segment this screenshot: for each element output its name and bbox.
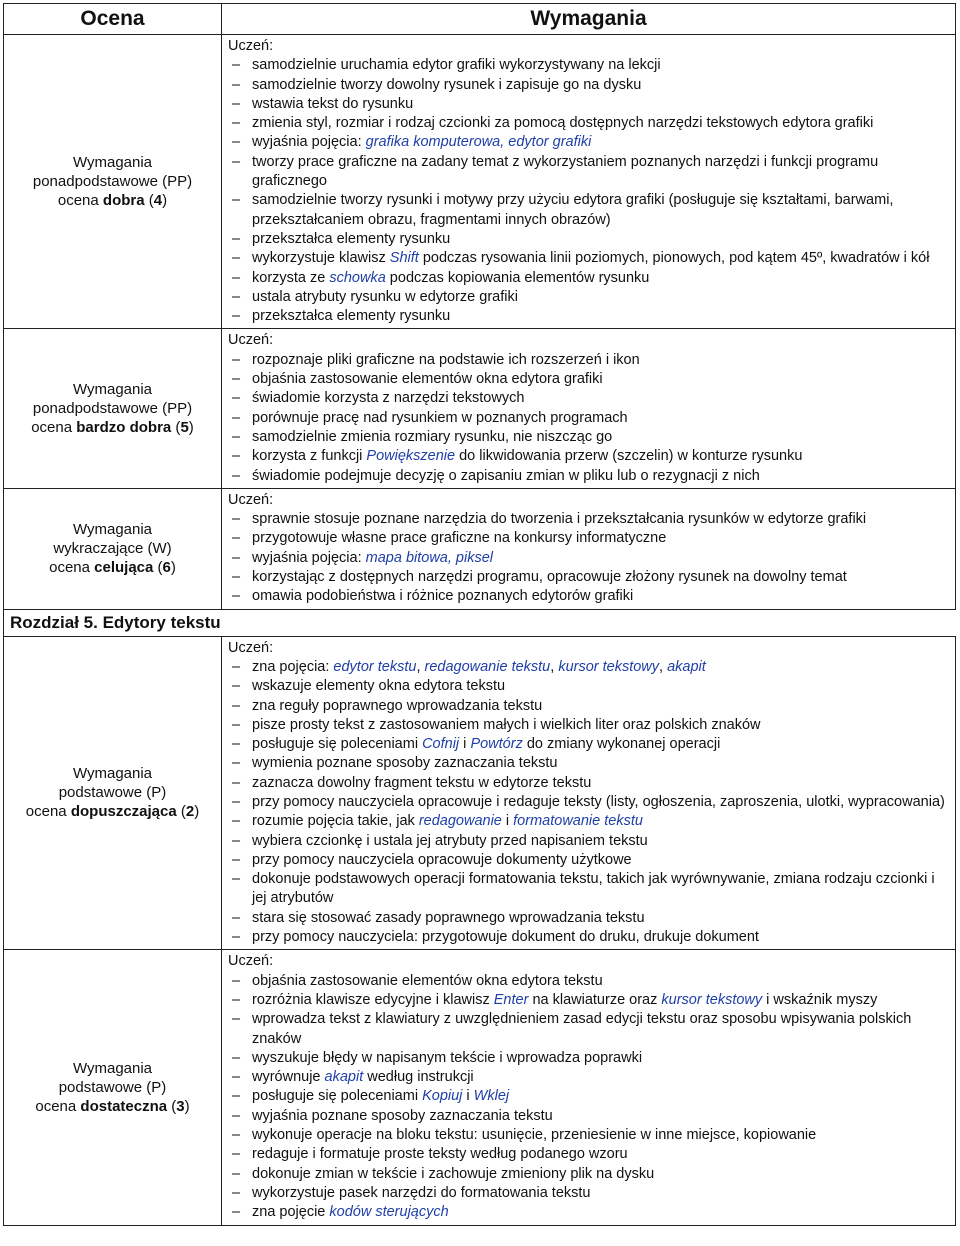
highlighted-term: Enter — [493, 991, 529, 1008]
requirements-cell — [222, 636, 956, 950]
list-item: – samodzielnie tworzy dowolny rysunek i zapisuje go na dysku — [228, 76, 951, 95]
grade-line: ocena dobra (4) — [57, 192, 168, 210]
highlighted-term: Shift — [389, 250, 419, 267]
requirements-list — [228, 510, 951, 606]
highlighted-term: formatowanie tekstu — [513, 813, 643, 830]
highlighted-term: redagowanie — [418, 813, 502, 830]
list-item: – tworzy prace graficzne na zadany temat z wykorzystaniem poznanych narzędzi i funkcji programu graficznego — [228, 153, 951, 192]
uczen-label: Uczeń: — [228, 38, 274, 54]
grade-cell — [4, 488, 222, 609]
highlighted-term: grafika komputerowa, edytor grafiki — [365, 134, 592, 151]
list-item: – zaznacza dowolny fragment tekstu w edytorze tekstu — [228, 774, 951, 793]
list-item: – stara się stosować zasady poprawnego wprowadzania tekstu — [228, 909, 951, 928]
header-grade: Ocena — [4, 4, 222, 35]
grade-cell — [4, 950, 222, 1225]
list-item: – wyjaśnia poznane sposoby zaznaczania tekstu — [228, 1107, 951, 1126]
section-title: Rozdział 5. Edytory tekstu — [4, 609, 956, 636]
list-item: – przy pomocy nauczyciela: przygotowuje dokument do druku, drukuje dokument — [228, 928, 951, 947]
highlighted-term: kursor tekstowy — [661, 991, 763, 1008]
grade-line: podstawowe (P) — [58, 784, 167, 802]
list-item: – zna pojęcia: edytor tekstu, redagowanie tekstu, kursor tekstowy, akapit — [228, 658, 951, 677]
header-requirements: Wymagania — [222, 4, 956, 35]
list-item: – zna reguły poprawnego wprowadzania tekstu — [228, 697, 951, 716]
list-item: – przekształca elementy rysunku — [228, 307, 951, 326]
list-item: – objaśnia zastosowanie elementów okna edytora tekstu — [228, 972, 951, 991]
requirements-cell — [222, 950, 956, 1225]
requirements-table — [3, 3, 956, 1226]
grade-line: ocena celująca (6) — [49, 559, 176, 577]
list-item: – samodzielnie uruchamia edytor grafiki wykorzystywany na lekcji — [228, 56, 951, 75]
list-item: – korzysta z funkcji Powiększenie do likwidowania przerw (szczelin) w konturze rysunku — [228, 447, 951, 466]
grade-cell — [4, 35, 222, 329]
list-item: – korzystając z dostępnych narzędzi programu, opracowuje złożony rysunek na dowolny temat — [228, 568, 951, 587]
list-item: – zmienia styl, rozmiar i rodzaj czcionki za pomocą dostępnych narzędzi tekstowych edytora grafiki — [228, 114, 951, 133]
row-grade-5 — [4, 329, 956, 488]
requirements-list — [228, 972, 951, 1223]
list-item: – zna pojęcie kodów sterujących — [228, 1203, 951, 1222]
uczen-label: Uczeń: — [228, 953, 274, 970]
section-row — [4, 609, 956, 636]
row-grade-3 — [4, 950, 956, 1225]
list-item: – dokonuje zmian w tekście i zachowuje zmieniony plik na dysku — [228, 1165, 951, 1184]
grade-line: wykraczające (W) — [53, 540, 172, 558]
list-item: – wstawia tekst do rysunku — [228, 95, 951, 114]
list-item: – wyrównuje akapit według instrukcji — [228, 1068, 951, 1087]
grade-line: podstawowe (P) — [58, 1078, 167, 1096]
grade-cell — [4, 636, 222, 950]
grade-line: Wymagania — [72, 1059, 153, 1077]
grade-line: ocena dostateczna (3) — [35, 1097, 190, 1115]
grade-line: ocena dopuszczająca (2) — [25, 803, 200, 821]
list-item: – sprawnie stosuje poznane narzędzia do tworzenia i przekształcania rysunków w edytorze grafiki — [228, 510, 951, 529]
highlighted-term: kursor tekstowy — [558, 658, 660, 675]
row-grade-6 — [4, 488, 956, 609]
list-item: – świadomie korzysta z narzędzi tekstowych — [228, 389, 951, 408]
grade-cell — [4, 329, 222, 488]
uczen-label: Uczeń: — [228, 491, 274, 508]
list-item: – omawia podobieństwa i różnice poznanych edytorów grafiki — [228, 587, 951, 606]
highlighted-term: redagowanie tekstu — [424, 658, 551, 675]
list-item: – objaśnia zastosowanie elementów okna edytora grafiki — [228, 370, 951, 389]
grade-line: Wymagania — [72, 521, 153, 539]
requirements-cell — [222, 35, 956, 329]
list-item: – posługuje się poleceniami Kopiuj i Wklej — [228, 1087, 951, 1106]
header-row — [4, 4, 956, 35]
highlighted-term: schowka — [329, 269, 386, 286]
row-grade-4 — [4, 35, 956, 329]
highlighted-term: akapit — [324, 1069, 364, 1086]
highlighted-term: Powiększenie — [366, 448, 456, 465]
row-grade-2 — [4, 636, 956, 950]
list-item: – przygotowuje własne prace graficzne na konkursy informatyczne — [228, 529, 951, 548]
grade-line: Wymagania — [72, 765, 153, 783]
list-item: – wyjaśnia pojęcia: grafika komputerowa, edytor grafiki — [228, 133, 951, 152]
uczen-label: Uczeń: — [228, 639, 274, 656]
list-item: – wprowadza tekst z klawiatury z uwzględnieniem zasad edycji tekstu oraz sposobu wpisywania polskich znaków — [228, 1010, 951, 1049]
list-item: – dokonuje podstawowych operacji formatowania tekstu, takich jak wyrównywanie, zmiana rodzaju czcionki i jej atrybutów — [228, 870, 951, 909]
highlighted-term: mapa bitowa, piksel — [365, 549, 493, 566]
list-item: – wyszukuje błędy w napisanym tekście i wprowadza poprawki — [228, 1049, 951, 1068]
list-item: – przy pomocy nauczyciela opracowuje i redaguje teksty (listy, ogłoszenia, zaproszenia, ulotki, wypracowania) — [228, 793, 951, 812]
requirements-cell — [222, 329, 956, 488]
highlighted-term: Wklej — [473, 1088, 510, 1105]
list-item: – przekształca elementy rysunku — [228, 230, 951, 249]
requirements-list — [228, 56, 951, 326]
grade-line: Wymagania — [72, 154, 153, 172]
list-item: – wykorzystuje klawisz Shift podczas rysowania linii poziomych, pionowych, pod kątem 45º, kwadratów i kół — [228, 249, 951, 268]
list-item: – wybiera czcionkę i ustala jej atrybuty przed napisaniem tekstu — [228, 832, 951, 851]
list-item: – świadomie podejmuje decyzję o zapisaniu zmian w pliku lub o rezygnacji z nich — [228, 467, 951, 486]
list-item: – redaguje i formatuje proste teksty według podanego wzoru — [228, 1145, 951, 1164]
list-item: – korzysta ze schowka podczas kopiowania elementów rysunku — [228, 269, 951, 288]
list-item: – posługuje się poleceniami Cofnij i Powtórz do zmiany wykonanej operacji — [228, 735, 951, 754]
list-item: – przy pomocy nauczyciela opracowuje dokumenty użytkowe — [228, 851, 951, 870]
list-item: – samodzielnie tworzy rysunki i motywy przy użyciu edytora grafiki (posługuje się kształtami, barwami, przekształcaniem obrazu, fragmentami innych obrazów) — [228, 191, 951, 230]
list-item: – wymienia poznane sposoby zaznaczania tekstu — [228, 754, 951, 773]
grade-line: ocena bardzo dobra (5) — [31, 419, 194, 437]
grade-line: ponadpodstawowe (PP) — [32, 400, 193, 418]
highlighted-term: Powtórz — [470, 736, 523, 753]
highlighted-term: akapit — [667, 658, 706, 675]
list-item: – samodzielnie zmienia rozmiary rysunku, nie niszcząc go — [228, 428, 951, 447]
list-item: – porównuje pracę nad rysunkiem w poznanych programach — [228, 409, 951, 428]
list-item: – pisze prosty tekst z zastosowaniem małych i wielkich liter oraz polskich znaków — [228, 716, 951, 735]
uczen-label: Uczeń: — [228, 332, 274, 349]
list-item: – wykonuje operacje na bloku tekstu: usunięcie, przeniesienie w inne miejsce, kopiowanie — [228, 1126, 951, 1145]
list-item: – wyjaśnia pojęcia: mapa bitowa, piksel — [228, 549, 951, 568]
requirements-list — [228, 351, 951, 486]
list-item: – rozumie pojęcia takie, jak redagowanie i formatowanie tekstu — [228, 812, 951, 831]
list-item: – rozróżnia klawisze edycyjne i klawisz Enter na klawiaturze oraz kursor tekstowy i wskaźnik myszy — [228, 991, 951, 1010]
grade-line: Wymagania — [72, 381, 153, 399]
requirements-cell — [222, 488, 956, 609]
list-item: – rozpoznaje pliki graficzne na podstawie ich rozszerzeń i ikon — [228, 351, 951, 370]
highlighted-term: Cofnij — [422, 736, 460, 753]
highlighted-term: Kopiuj — [422, 1088, 463, 1105]
highlighted-term: kodów sterujących — [329, 1204, 449, 1221]
grade-line: ponadpodstawowe (PP) — [32, 173, 193, 191]
list-item: – ustala atrybuty rysunku w edytorze grafiki — [228, 288, 951, 307]
highlighted-term: edytor tekstu — [333, 658, 417, 675]
list-item: – wykorzystuje pasek narzędzi do formatowania tekstu — [228, 1184, 951, 1203]
requirements-list — [228, 658, 951, 947]
list-item: – wskazuje elementy okna edytora tekstu — [228, 677, 951, 696]
